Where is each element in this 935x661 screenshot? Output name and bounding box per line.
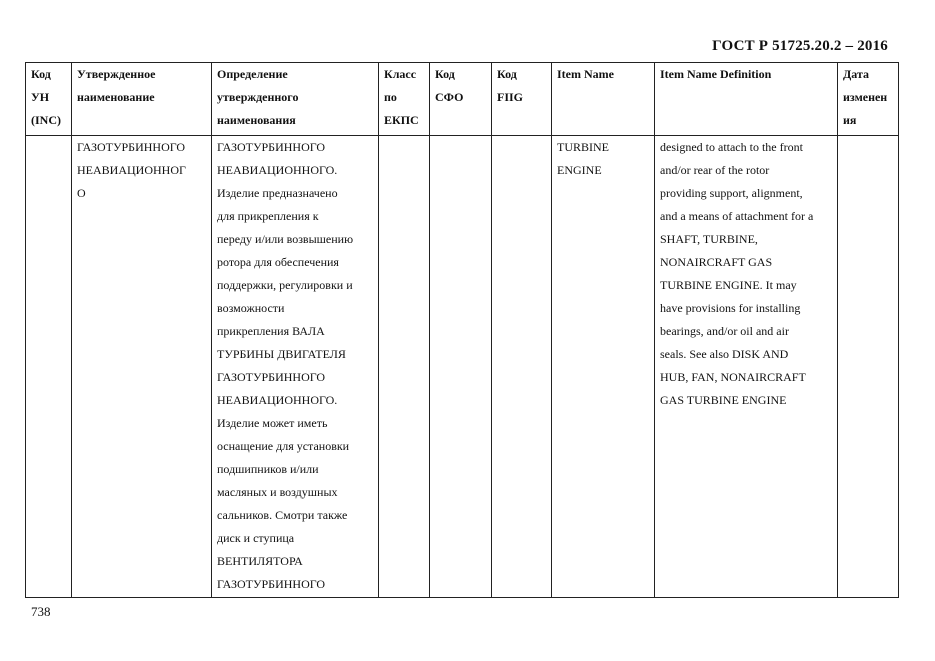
cell-line: поддержки, регулировки и — [217, 278, 353, 292]
cell-line: ТУРБИНЫ ДВИГАТЕЛЯ — [217, 347, 346, 361]
cell-approved-name — [72, 136, 212, 598]
cell-item-name-definition — [655, 136, 838, 598]
cell-line: для прикрепления к — [217, 209, 319, 223]
cell-line: возможности — [217, 301, 285, 315]
cell-line: and/or rear of the rotor — [660, 163, 770, 177]
cell-change-date — [838, 136, 899, 598]
cell-line: прикрепления ВАЛА — [217, 324, 325, 338]
cell-line: НЕАВИАЦИОННОГО. — [217, 393, 338, 407]
cell-line: диск и ступица — [217, 531, 295, 545]
cell-line: ВЕНТИЛЯТОРА — [217, 554, 303, 568]
cell-ekps-class — [379, 136, 430, 598]
cell-line: NONAIRCRAFT GAS — [660, 255, 773, 269]
header-row — [26, 63, 899, 136]
cell-line: Изделие предназначено — [217, 186, 338, 200]
header-code-inc: Код УН (INC) — [26, 63, 72, 136]
cell-line: О — [77, 186, 86, 200]
cell-line: TURBINE ENGINE. It may — [660, 278, 797, 292]
cell-line: GAS TURBINE ENGINE — [660, 393, 787, 407]
cell-line: providing support, alignment, — [660, 186, 803, 200]
cell-line: НЕАВИАЦИОННОГО. — [217, 163, 338, 177]
cell-line: bearings, and/or oil and air — [660, 324, 789, 338]
cell-fiig-code — [492, 136, 552, 598]
cell-definition — [212, 136, 379, 598]
cell-line: ротора для обеспечения — [217, 255, 339, 269]
cell-line: TURBINE — [557, 140, 609, 154]
cell-line: ГАЗОТУРБИННОГО — [217, 577, 326, 591]
page-number: 738 — [31, 604, 51, 619]
header-fiig-code: Код FIIG — [492, 63, 552, 136]
header-ekps-class: Класс по ЕКПС — [379, 63, 430, 136]
cell-line: and a means of attachment for a — [660, 209, 814, 223]
cell-line: сальников. Смотри также — [217, 508, 348, 522]
cell-line: ГАЗОТУРБИННОГО — [77, 140, 186, 154]
catalog-table — [25, 62, 899, 598]
cell-item-name — [552, 136, 655, 598]
cell-line: ГАЗОТУРБИННОГО — [217, 140, 326, 154]
cell-line: have provisions for installing — [660, 301, 801, 315]
cell-line: подшипников и/или — [217, 462, 319, 476]
header-sfo-code: Код СФО — [430, 63, 492, 136]
header-item-name: Item Name — [552, 63, 655, 136]
cell-line: designed to attach to the front — [660, 140, 803, 154]
cell-line: масляных и воздушных — [217, 485, 338, 499]
cell-line: НЕАВИАЦИОННОГ — [77, 163, 186, 177]
cell-line: Изделие может иметь — [217, 416, 328, 430]
cell-line: seals. See also DISK AND — [660, 347, 789, 361]
cell-line: оснащение для установки — [217, 439, 350, 453]
header-approved-name: Утвержденное наименование — [72, 63, 212, 136]
cell-line: ENGINE — [557, 163, 602, 177]
header-definition: Определение утвержденного наименования — [212, 63, 379, 136]
cell-line: SHAFT, TURBINE, — [660, 232, 758, 246]
table-row — [26, 136, 899, 598]
cell-sfo-code — [430, 136, 492, 598]
header-change-date: Дата изменен ия — [838, 63, 899, 136]
cell-line: HUB, FAN, NONAIRCRAFT — [660, 370, 806, 384]
cell-line: переду и/или возвышению — [217, 232, 354, 246]
cell-line: ГАЗОТУРБИННОГО — [217, 370, 326, 384]
cell-code-inc — [26, 136, 72, 598]
standard-id: ГОСТ Р 51725.20.2 – 2016 — [712, 38, 888, 54]
header-item-name-definition: Item Name Definition — [655, 63, 838, 136]
